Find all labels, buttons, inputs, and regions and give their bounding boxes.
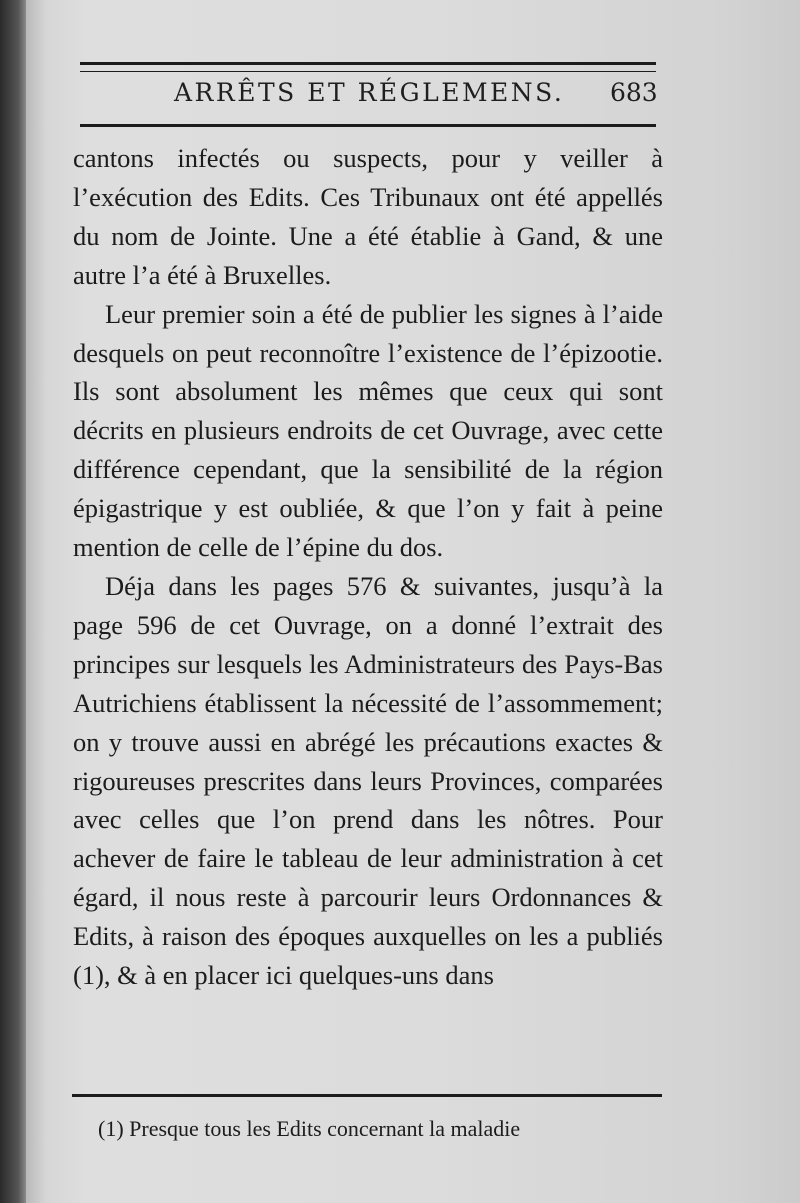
paragraph: Déja dans les pages 576 & suivantes, jusqu’à la page 596 de cet Ouvrage, on a donné l’extrait des principes sur lesquels les Administrateurs des Pays-Bas Autrichiens établissent la nécessité de l’assommement; on y trouve aussi en abrégé les précautions exactes & rigoureuses prescrites dans leurs Provinces, comparées avec celles que l’on prend dans les nôtres. Pour achever de faire le tableau de leur administration à cet égard, il nous reste à parcourir leurs Ordonnances & Edits, à raison des époques auxquelles on les a publiés (1), & à en placer ici quelques-uns dans [73, 570, 663, 991]
header-rule-thick [80, 62, 656, 65]
body-text [73, 139, 663, 995]
page-number: 683 [610, 78, 658, 107]
header-rule-thin [80, 71, 656, 72]
footnote-rule [72, 1094, 662, 1097]
book-gutter [0, 0, 26, 1203]
header-rule-bottom [80, 124, 656, 127]
paragraph: cantons infectés ou suspects, pour y veiller à l’exécution des Edits. Ces Tribunaux ont été appellés du nom de Jointe. Une a été établie à Gand, & une autre l’a été à Bruxelles. [73, 143, 663, 290]
running-head: ARRÊTS ET RÉGLEMENS. [174, 78, 565, 107]
footnote: (1) Presque tous les Edits concernant la maladie [98, 1116, 521, 1141]
paragraph: Leur premier soin a été de publier les signes à l’aide desquels on peut reconnoître l’existence de l’épizootie. Ils sont absolument les mêmes que ceux qui sont décrits en plusieurs endroits de cet Ouvrage, avec cette différence cependant, que la sensibilité de la région épigastrique y est oubliée, & que l’on y fait à peine mention de celle de l’épine du dos. [73, 298, 663, 563]
